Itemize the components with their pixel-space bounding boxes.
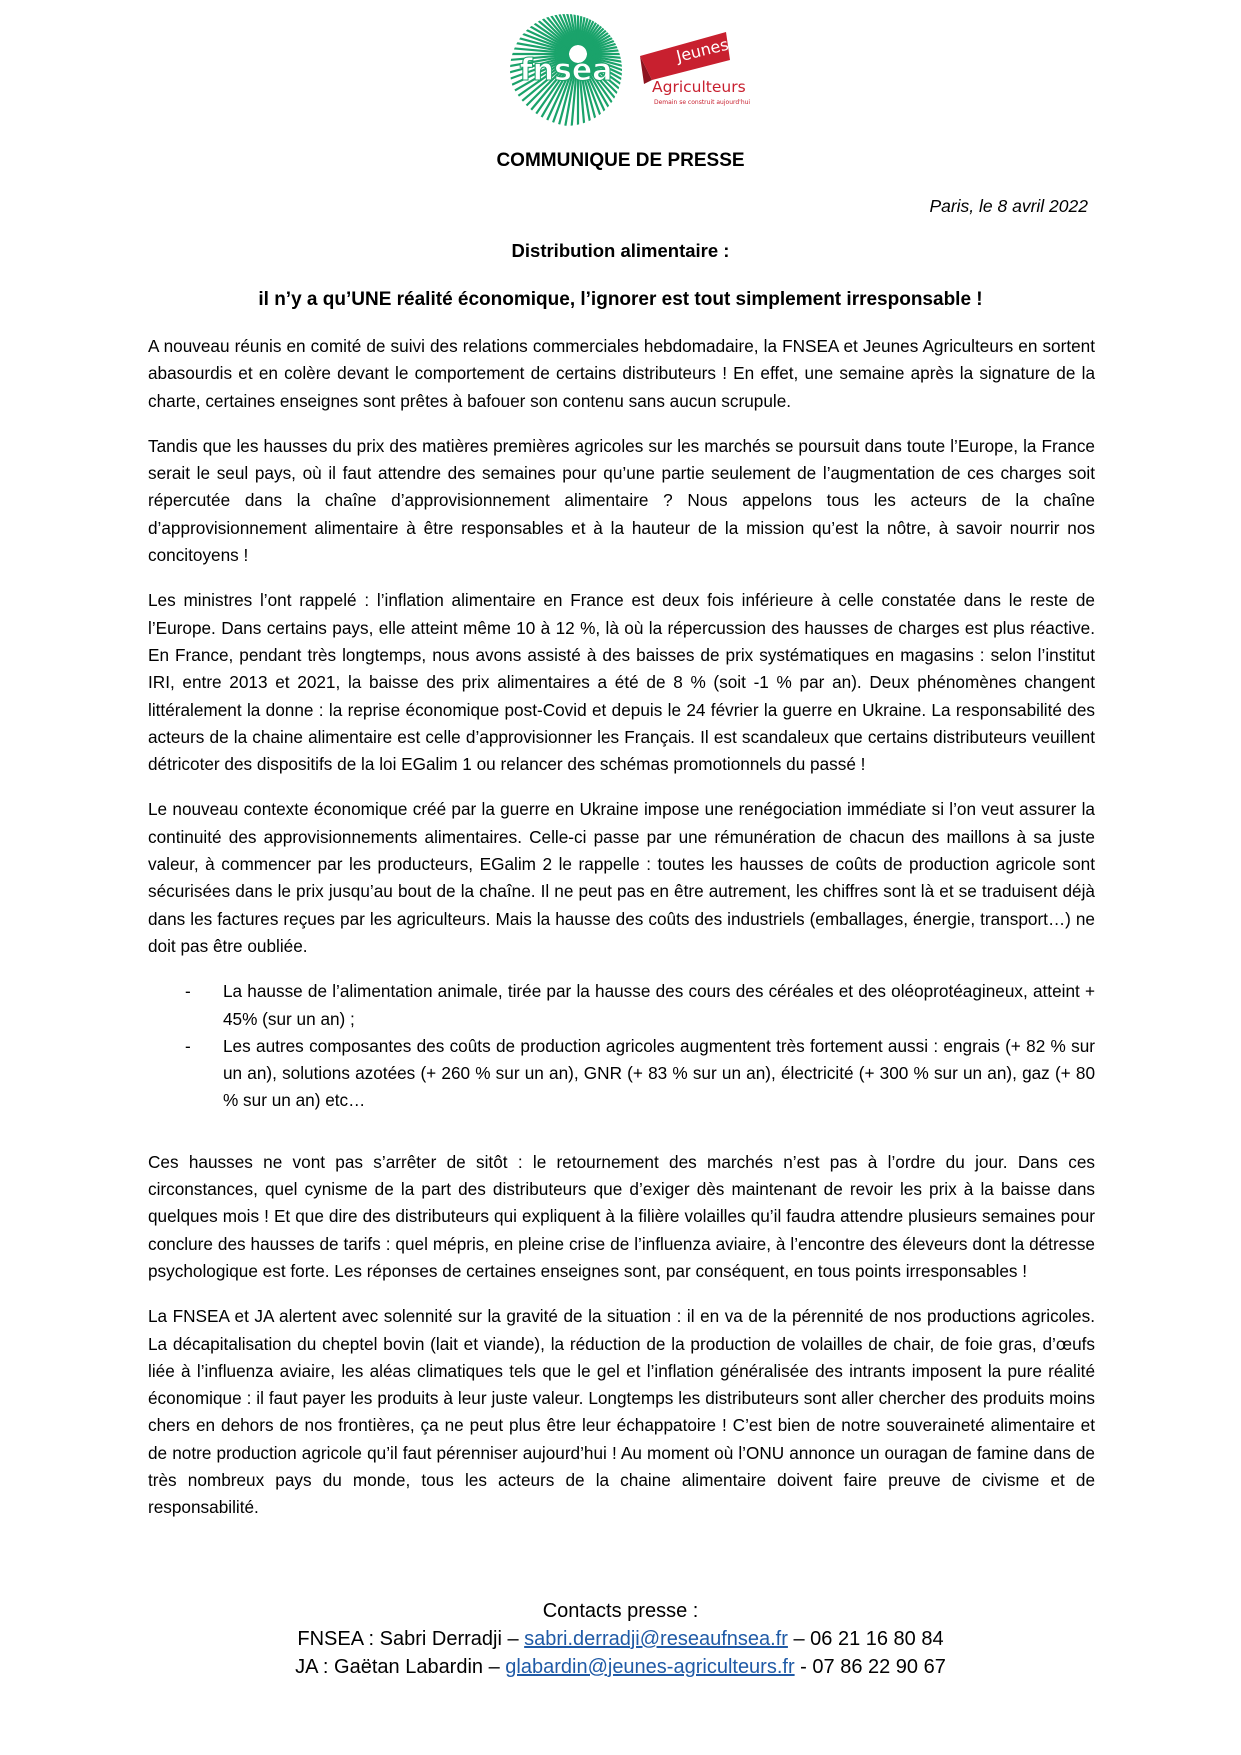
paragraph-6: La FNSEA et JA alertent avec solennité sur la gravité de la situation : il en va de la pérennité de nos productions agricoles. La décapitalisation du cheptel bovin (lait et viande), la réduction de la production de volailles de chair, de foie gras, d’œufs liée à l’influenza aviaire, les aléas climatiques tels que le gel et l’inflation généralisée des intrants imposent la pure réalité économique : il faut payer les produits à leur juste valeur. Longtemps les distributeurs sont aller chercher des produits moins chers en dehors de nos frontières, ça ne peut plus être leur échappatoire ! C’est bien de notre souveraineté alimentaire et de notre production agricole qu’il faut pérenniser aujourd’hui ! Au moment où l’ONU annonce un ouragan de famine dans de très nombreux pays du monde, tous les acteurs de la chaine alimentaire doivent faire preuve de civisme et de responsabilité. bbox=[148, 1306, 1095, 1518]
contact-ja-name: JA : Gaëtan Labardin – bbox=[295, 1656, 506, 1678]
bullet-dash: - bbox=[185, 1035, 191, 1056]
contact-fnsea-email-link[interactable]: sabri.derradji@reseaufnsea.fr bbox=[524, 1628, 788, 1650]
paragraph-4: Le nouveau contexte économique créé par la guerre en Ukraine impose une renégociation immédiate si l’on veut assurer la continuité des approvisionnements alimentaires. Celle-ci passe par une rémunération de chacun des maillons à sa juste valeur, à commencer par les producteurs, EGalim 2 le rappelle : toutes les hausses de coûts de production agricole sont sécurisées dans le prix jusqu’au bout de la chaîne. Il ne peut pas en être autrement, les chiffres sont là et se traduisent déjà dans les factures reçues par les agriculteurs. Mais la hausse des coûts des industriels (emballages, énergie, transport…) ne doit pas être oubliée. bbox=[148, 799, 1095, 956]
list-item-text: Les autres composantes des coûts de production agricoles augmentent très fortement aussi : engrais (+ 82 % sur un an), solutions azotées (+ 260 % sur un an), GNR (+ 83 % sur un an), électricité (+ 300 % sur un an), gaz (+ 80 % sur un an) etc… bbox=[223, 1035, 1095, 1111]
press-release-body bbox=[148, 333, 1095, 1540]
contact-ja bbox=[0, 1653, 1241, 1681]
ja-logo-line2: Agriculteurs bbox=[652, 78, 746, 96]
cost-increase-list bbox=[148, 978, 1095, 1114]
list-item-text: La hausse de l’alimentation animale, tirée par la hausse des cours des céréales et des oléoprotéagineux, atteint + 45% (sur un an) ; bbox=[223, 981, 1095, 1029]
press-release-title: COMMUNIQUE DE PRESSE bbox=[496, 150, 745, 171]
contact-ja-phone: - 07 86 22 90 67 bbox=[794, 1656, 946, 1678]
paragraph-2: Tandis que les hausses du prix des matières premières agricoles sur les marchés se poursuit dans toute l’Europe, la France serait le seul pays, où il faut attendre des semaines pour qu’une partie seulement de l’augmentation de ces charges soit répercutée dans la chaîne d’approvisionnement alimentaire ? Nous appelons tous les acteurs de la chaîne d’approvisionnement alimentaire à être responsables et à la hauteur de la mission qu’est la nôtre, à savoir nourrir nos concitoyens ! bbox=[148, 435, 1095, 566]
date-line: Paris, le 8 avril 2022 bbox=[929, 196, 1088, 216]
contact-fnsea-phone: – 06 21 16 80 84 bbox=[787, 1628, 944, 1650]
contact-ja-email-link[interactable]: glabardin@jeunes-agriculteurs.fr bbox=[505, 1656, 795, 1678]
paragraph-3: Les ministres l’ont rappelé : l’inflation alimentaire en France est deux fois inférieure à celle constatée dans le reste de l’Europe. Dans certains pays, elle atteint même 10 à 12 %, là où la répercussion des hausses de charges est plus réactive. En France, pendant très longtemps, nous avons assisté à des baisses de prix systématiques en magasins : selon l’institut IRI, entre 2013 et 2021, la baisse des prix alimentaires a été de 8 % (soit -1 % par an). Deux phénomènes changent littéralement la donne : la reprise économique post-Covid et depuis le 24 février la guerre en Ukraine. La responsabilité des acteurs de la chaine alimentaire est celle d’approvisionner les Français. Il est scandaleux que certains distributeurs veuillent détricoter des dispositifs de la loi EGalim 1 ou relancer des schémas promotionnels du passé ! bbox=[148, 590, 1095, 775]
fnsea-logo-text: fnsea bbox=[519, 53, 613, 88]
headline-line-2: il n’y a qu’UNE réalité économique, l’ignorer est tout simplement irresponsable ! bbox=[258, 289, 983, 310]
paragraph-5: Ces hausses ne vont pas s’arrêter de sitôt : le retournement des marchés n’est pas à l’ordre du jour. Dans ces circonstances, quel cynisme de la part des distributeurs que d’exiger dès maintenant de revoir les prix à la baisse dans quelques mois ! Et que dire des distributeurs qui expliquent à la filière volailles qu’il faudra attendre plusieurs semaines pour conclure des hausses de tarifs : quel mépris, en pleine crise de l’influenza aviaire, à l’encontre des éleveurs dont la détresse psychologique est forte. Les réponses de certaines enseignes sont, par conséquent, en tous points irresponsables ! bbox=[148, 1151, 1095, 1281]
contact-fnsea-name: FNSEA : Sabri Derradji – bbox=[297, 1628, 525, 1650]
fnsea-logo bbox=[508, 12, 624, 128]
contacts-title: Contacts presse : bbox=[542, 1600, 699, 1622]
paragraph-1: A nouveau réunis en comité de suivi des relations commerciales hebdomadaire, la FNSEA et Jeunes Agriculteurs en sortent abasourdis et en colère devant le comportement de certains distributeurs ! En effet, une semaine après la signature de la charte, certaines enseignes sont prêtes à bafouer son contenu sans aucun scrupule. bbox=[148, 336, 1095, 411]
list-item bbox=[148, 978, 1095, 1033]
ja-logo-line1: Jeunes bbox=[674, 34, 731, 66]
list-item bbox=[148, 1033, 1095, 1115]
bullet-dash: - bbox=[185, 981, 191, 1002]
headline-line-1: Distribution alimentaire : bbox=[511, 240, 730, 261]
contact-fnsea bbox=[0, 1625, 1241, 1653]
press-contacts bbox=[0, 1597, 1241, 1681]
ja-logo-tagline: Demain se construit aujourd'hui bbox=[654, 99, 751, 106]
logo-area bbox=[0, 0, 1241, 140]
jeunes-agriculteurs-logo bbox=[634, 26, 754, 118]
